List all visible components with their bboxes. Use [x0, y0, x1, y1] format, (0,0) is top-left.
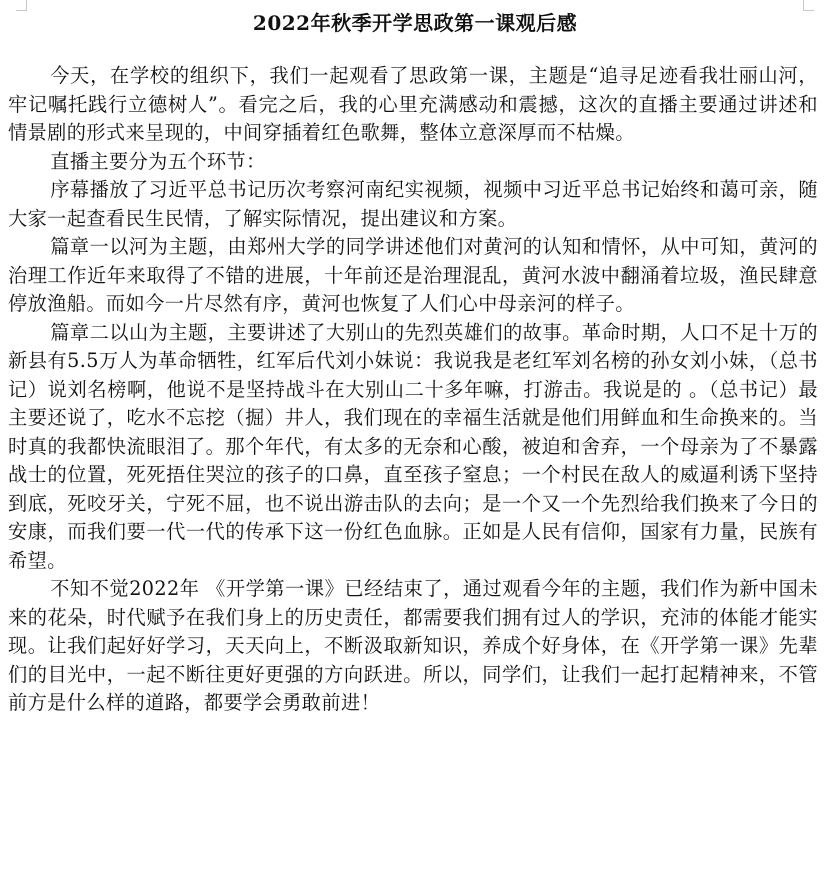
paragraph-chapter-two: 篇章二以山为主题，主要讲述了大别山的先烈英雄们的故事。革命时期，人口不足十万的新县有5.5万人为革命牺牲，红军后代刘小妹说：我说我是老红军刘名榜的孙女刘小妹，（总书记）说刘名榜啊，他说不是坚持战斗在大别山二十多年嘛，打游击。我说是的 。（总书记）最主要还说了，吃水不忘挖（掘）井人，我们现在的幸福生活就是他们用鲜血和生命换来的。当时真的我都快流眼泪了。那个年代，有太多的无奈和心酸，被迫和舍弃，一个母亲为了不暴露战士的位置，死死捂住哭泣的孩子的口鼻，直至孩子窒息；一个村民在敌人的威逼利诱下坚持到底，死咬牙关，宁死不屈，也不说出游击队的去向；是一个又一个先烈给我们换来了今日的安康，而我们要一代一代的传承下这一份红色血脉。正如是人民有信仰，国家有力量，民族有希望。 [8, 320, 818, 572]
document-title: 2022年秋季开学思政第一课观后感 [252, 11, 578, 35]
paragraph-conclusion: 不知不觉2022年 《开学第一课》已经结束了，通过观看今年的主题，我们作为新中国未来的花朵，时代赋予在我们身上的历史责任，都需要我们拥有过人的学识，充沛的体能才能实现。让我们起好好学习，天天向上，不断汲取新知识，养成个好身体，在《开学第一课》先辈们的目光中，一起不断往更好更强的方向跃进。所以，同学们，让我们一起打起精神来，不管前方是什么样的道路，都要学会勇敢前进！ [8, 577, 818, 714]
paragraph-chapter-one: 篇章一以河为主题，由郑州大学的同学讲述他们对黄河的认知和情怀，从中可知，黄河的治理工作近年来取得了不错的进展，十年前还是治理混乱，黄河水波中翻涌着垃圾，渔民肆意停放渔船。而如今一片尽然有序，黄河也恢复了人们心中母亲河的样子。 [8, 235, 818, 315]
paragraph-intro: 今天，在学校的组织下，我们一起观看了思政第一课，主题是“追寻足迹看我壮丽山河，牢记嘱托践行立德树人”。看完之后，我的心里充满感动和震撼，这次的直播主要通过讲述和情景剧的形式来呈现的，中间穿插着红色歌舞，整体立意深厚而不枯燥。 [8, 64, 818, 144]
paragraph-segments: 直播主要分为五个环节： [50, 149, 266, 173]
paragraph-prologue: 序幕播放了习近平总书记历次考察河南纪实视频，视频中习近平总书记始终和蔼可亲，随大家一起查看民生民情，了解实际情况，提出建议和方案。 [8, 178, 818, 230]
document-body [8, 62, 818, 718]
